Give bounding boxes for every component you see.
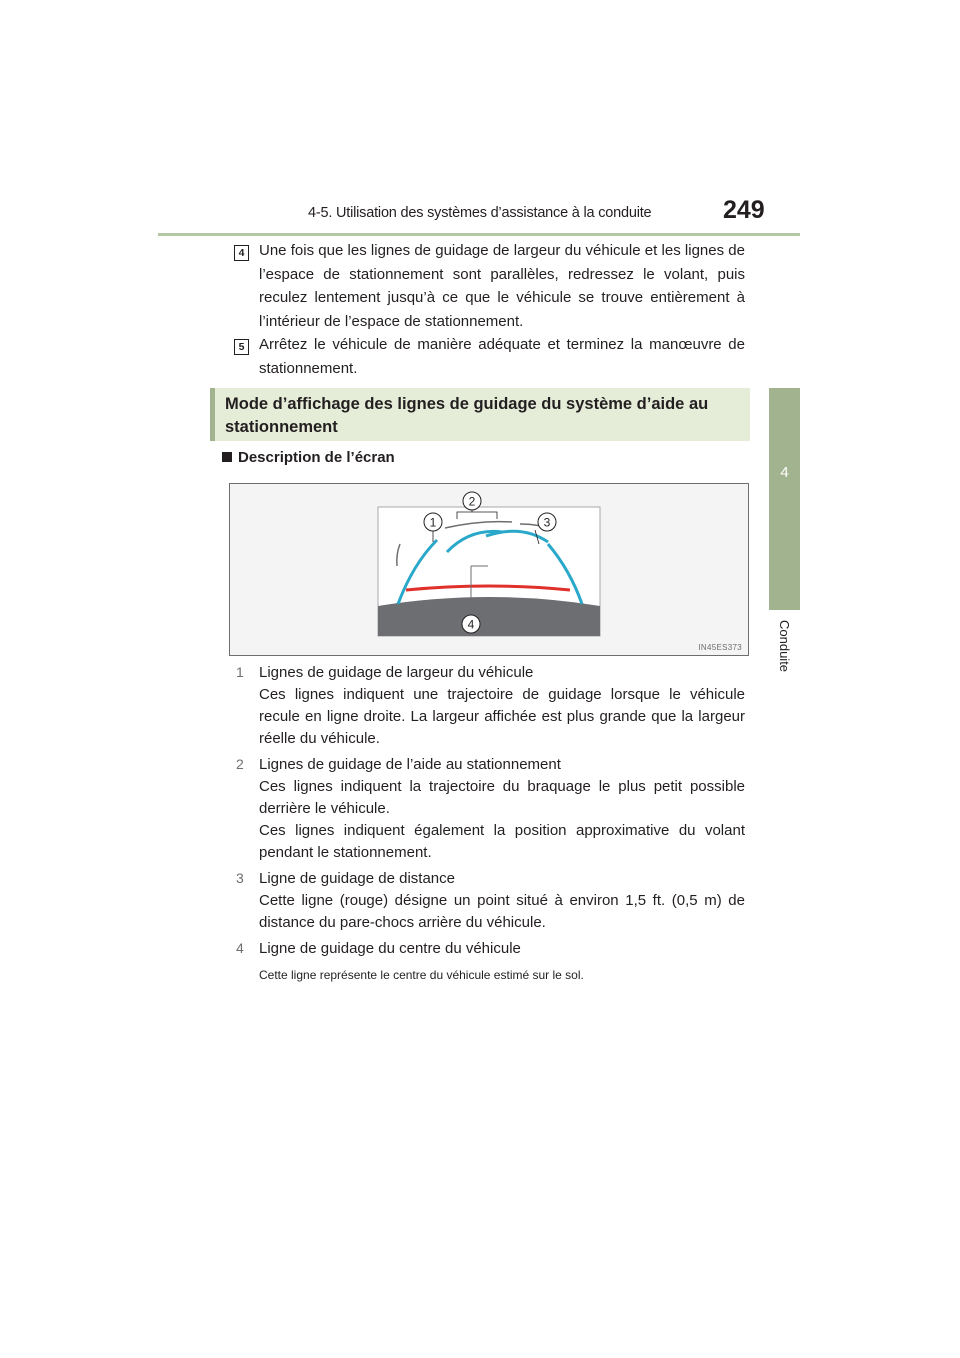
- item-description: [259, 938, 745, 986]
- callout-number: 4: [467, 617, 475, 632]
- section-title: Mode d’affichage des lignes de guidage du système d’aide au stationnement: [225, 395, 709, 436]
- item-description: [259, 662, 745, 750]
- subsection-title: Description de l’écran: [238, 449, 395, 466]
- item-number: 3: [236, 870, 244, 886]
- item-number: 4: [236, 940, 244, 956]
- header-divider: [158, 233, 800, 236]
- item-text: Cette ligne représente le centre du véhicule estimé sur le sol.: [259, 968, 584, 982]
- section-heading-box: [210, 388, 750, 441]
- square-bullet-icon: [222, 452, 232, 462]
- callout-1: [424, 513, 442, 531]
- rear-bumper-area: [378, 597, 600, 636]
- callout-4: [462, 615, 480, 633]
- item-number: 2: [236, 756, 244, 772]
- callout-3: [538, 513, 556, 531]
- chapter-tab-number: 4: [780, 464, 789, 481]
- item-text: Ces lignes indiquent également la position approximative du volant pendant le stationnement.: [259, 822, 745, 861]
- step-number-badge: 5: [234, 339, 249, 355]
- subsection-heading: [222, 449, 395, 466]
- item-title: Lignes de guidage de l’aide au stationnement: [259, 756, 561, 773]
- running-header-section-title: 4-5. Utilisation des systèmes d’assistance à la conduite: [308, 205, 652, 221]
- item-text: Cette ligne (rouge) désigne un point situé à environ 1,5 ft. (0,5 m) de distance du pare-chocs arrière du véhicule.: [259, 892, 745, 931]
- item-title: Lignes de guidage de largeur du véhicule: [259, 664, 534, 681]
- callout-number: 1: [429, 515, 437, 530]
- callout-number: 3: [543, 515, 551, 530]
- callout-number: 2: [468, 494, 476, 509]
- item-title: Ligne de guidage du centre du véhicule: [259, 940, 521, 957]
- callout-2: [463, 492, 481, 510]
- item-text: Ces lignes indiquent la trajectoire du braquage le plus petit possible derrière le véhicule.: [259, 778, 745, 817]
- item-number: 1: [236, 664, 244, 680]
- item-description: [259, 754, 745, 864]
- guide-lines-diagram: [230, 484, 748, 655]
- step-number-badge: 4: [234, 245, 249, 261]
- step-text: [259, 239, 745, 333]
- item-title: Ligne de guidage de distance: [259, 870, 455, 887]
- chapter-tab-label: Conduite: [777, 620, 792, 673]
- figure-image-id: IN45ES373: [698, 643, 742, 652]
- step-paragraph: Une fois que les lignes de guidage de largeur du véhicule et les lignes de l’espace de stationnement sont parallèles, redressez le volant, puis reculez lentement jusqu’à ce que le véhicule se trouve entièrement à l’intérieur de l’espace de stationnement.: [259, 242, 745, 330]
- item-description: [259, 868, 745, 934]
- step-text: [259, 333, 745, 380]
- chapter-tab: [769, 388, 800, 610]
- step-paragraph: Arrêtez le véhicule de manière adéquate et terminez la manœuvre de stationnement.: [259, 336, 745, 377]
- camera-screen-illustration: [229, 483, 749, 656]
- page-number: 249: [723, 196, 765, 224]
- item-text: Ces lignes indiquent une trajectoire de guidage lorsque le véhicule recule en ligne droite. La largeur affichée est plus grande que la largeur réelle du véhicule.: [259, 686, 745, 747]
